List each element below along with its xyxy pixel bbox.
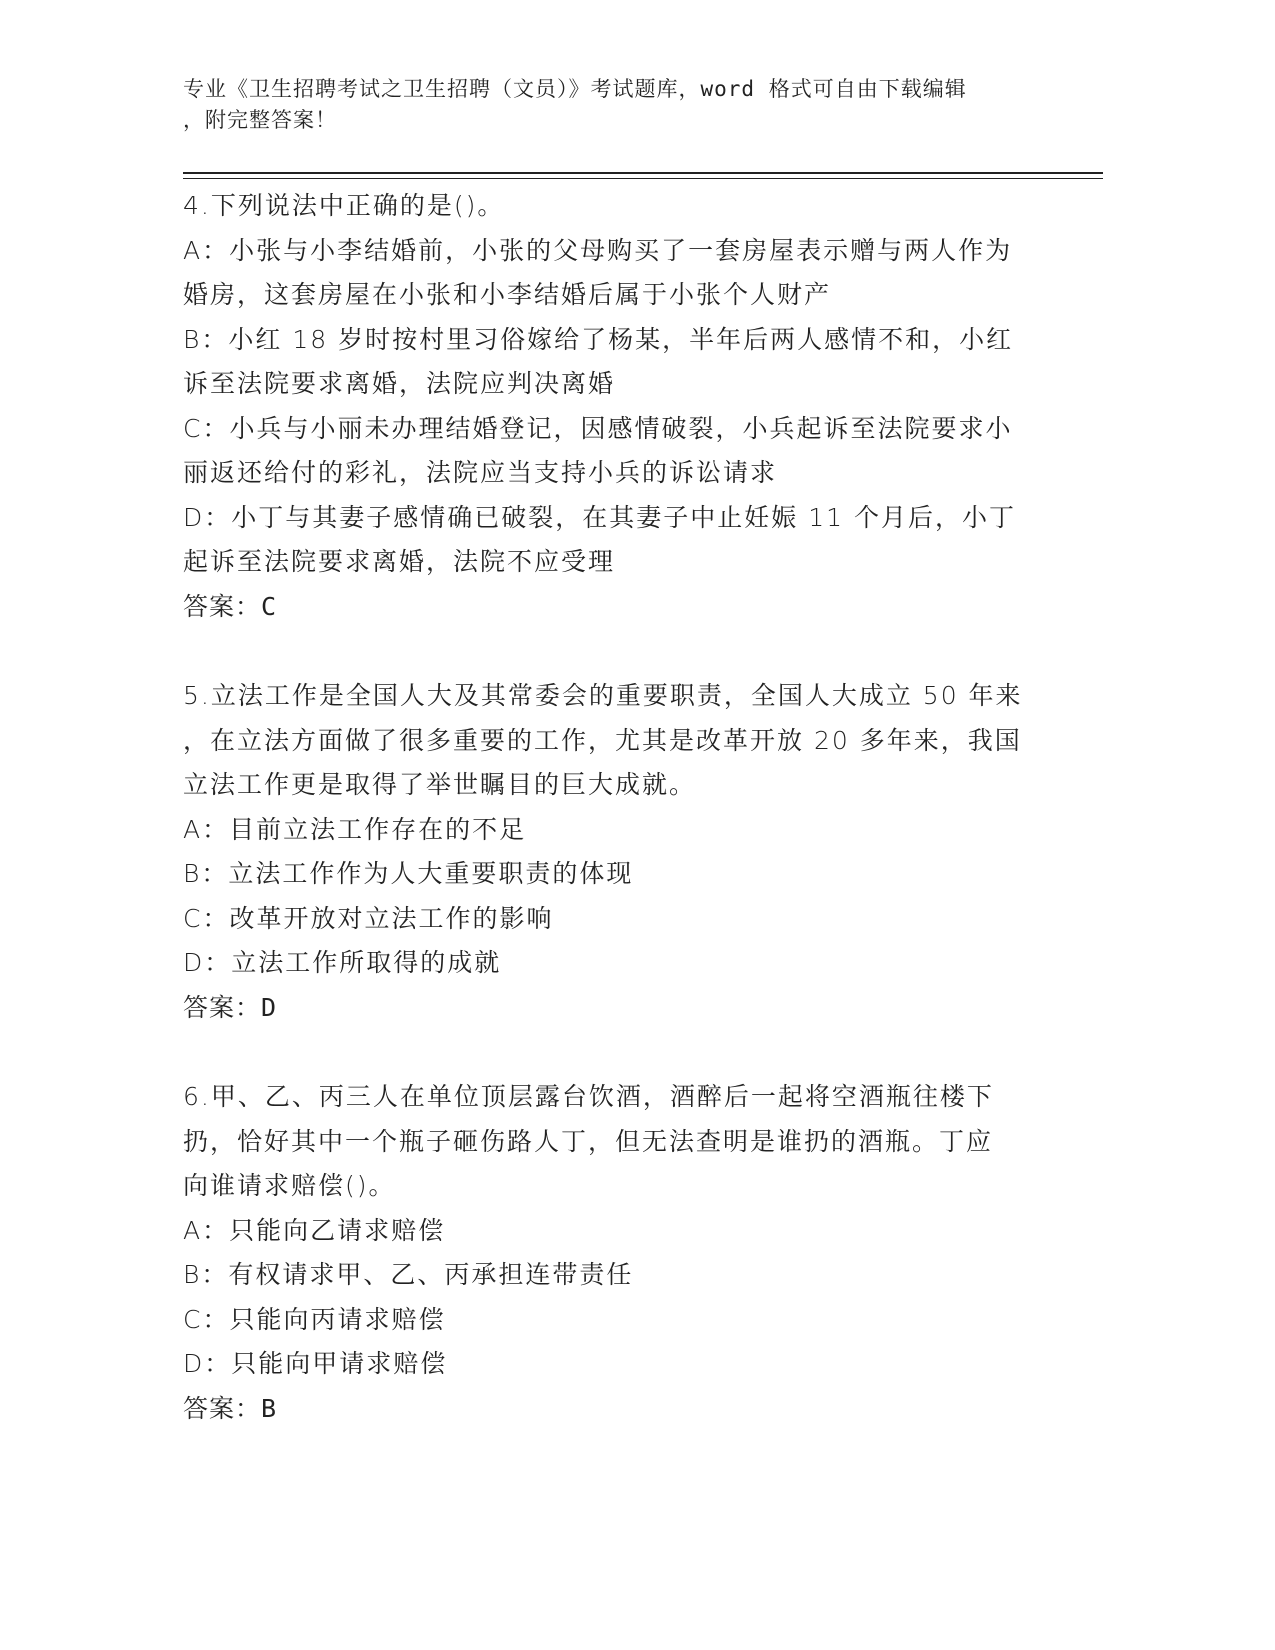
answer-value: D [261, 992, 278, 1022]
header-line: ，附完整答案！ [183, 108, 337, 132]
option-d [183, 496, 1063, 585]
option-d: D：立法工作所取得的成就 [183, 948, 502, 977]
option-b: B：立法工作作为人大重要职责的体现 [183, 859, 634, 888]
question-stem: 4.下列说法中正确的是()。 [183, 191, 505, 220]
answer-value: B [261, 1393, 278, 1423]
option-b [183, 318, 1063, 407]
header-divider-thick [183, 172, 1103, 174]
header-divider-thin [183, 178, 1103, 179]
question-stem: 5.立法工作是全国人大及其常委会的重要职责，全国人大成立 50 年来 [183, 681, 1023, 710]
question-list [183, 184, 1063, 1431]
question-4 [183, 184, 1063, 629]
option-a: A：目前立法工作存在的不足 [183, 814, 527, 844]
option-a [183, 229, 1063, 318]
option-text: 诉至法院要求离婚，法院应判决离婚 [183, 369, 616, 398]
option-text: B：小红 18 岁时按村里习俗嫁给了杨某，半年后两人感情不和，小红 [183, 324, 1014, 354]
question-6 [183, 1075, 1063, 1431]
option-text: A：小张与小李结婚前，小张的父母购买了一套房屋表示赠与两人作为 [183, 235, 1013, 265]
answer-label: 答案： [183, 591, 262, 621]
option-text: 起诉至法院要求离婚，法院不应受理 [183, 547, 616, 576]
option-text: 婚房，这套房屋在小张和小李结婚后属于小张个人财产 [183, 280, 832, 309]
option-text: C：小兵与小丽未办理结婚登记，因感情破裂，小兵起诉至法院要求小 [183, 413, 1013, 443]
answer-line [183, 585, 1063, 630]
option-a: A：只能向乙请求赔偿 [183, 1215, 446, 1245]
question-stem: 6.甲、乙、丙三人在单位顶层露台饮酒，酒醉后一起将空酒瓶往楼下 [183, 1082, 994, 1111]
option-text: D：小丁与其妻子感情确已破裂，在其妻子中止妊娠 11 个月后，小丁 [183, 502, 1016, 532]
option-text: 丽返还给付的彩礼，法院应当支持小兵的诉讼请求 [183, 458, 778, 487]
answer-value: C [261, 591, 278, 621]
answer-line [183, 986, 1063, 1031]
option-d: D：只能向甲请求赔偿 [183, 1349, 448, 1378]
question-stem: 立法工作更是取得了举世瞩目的巨大成就。 [183, 770, 697, 799]
document-header [183, 74, 1083, 136]
question-stem: 扔，恰好其中一个瓶子砸伤路人丁，但无法查明是谁扔的酒瓶。丁应 [183, 1126, 994, 1156]
question-5 [183, 674, 1063, 1030]
question-stem: 向谁请求赔偿()。 [183, 1171, 396, 1200]
answer-label: 答案： [183, 992, 262, 1022]
question-stem: ，在立法方面做了很多重要的工作，尤其是改革开放 20 多年来，我国 [183, 725, 1022, 755]
option-c [183, 407, 1063, 496]
answer-line [183, 1387, 1063, 1432]
answer-label: 答案： [183, 1393, 262, 1423]
option-c: C：改革开放对立法工作的影响 [183, 903, 554, 933]
option-b: B：有权请求甲、乙、丙承担连带责任 [183, 1260, 634, 1289]
header-line: 专业《卫生招聘考试之卫生招聘（文员）》考试题库，word 格式可自由下载编辑 [183, 77, 967, 101]
option-c: C：只能向丙请求赔偿 [183, 1304, 446, 1334]
